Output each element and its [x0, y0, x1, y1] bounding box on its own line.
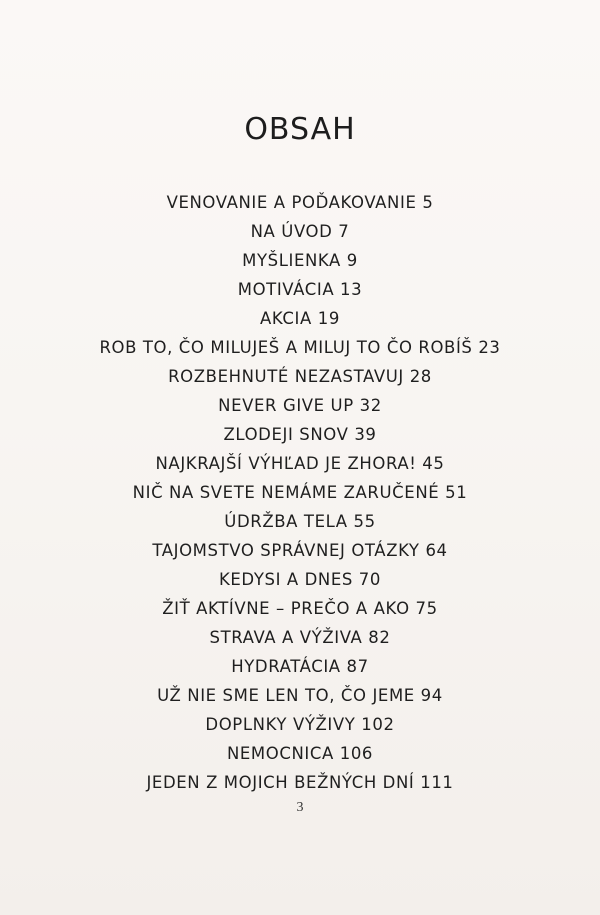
toc-entry: TAJOMSTVO SPRÁVNEJ OTÁZKY 64: [152, 541, 448, 560]
toc-entry: KEDYSI A DNES 70: [218, 570, 382, 589]
toc-entry: ROB TO, ČO MILUJEŠ A MILUJ TO ČO ROBÍŠ 23: [99, 338, 501, 357]
toc-entry: ŽIŤ AKTÍVNE – PREČO A AKO 75: [162, 599, 438, 618]
toc-entry: NA ÚVOD 7: [250, 222, 350, 241]
toc-entry: NEMOCNICA 106: [226, 744, 374, 763]
toc-entry: AKCIA 19: [260, 309, 340, 328]
toc-entry: DOPLNKY VÝŽIVY 102: [205, 715, 395, 734]
toc-entry: ÚDRŽBA TELA 55: [224, 512, 376, 531]
toc-entry: ZLODEJI SNOV 39: [223, 425, 377, 444]
toc-entry: MOTIVÁCIA 13: [237, 280, 363, 299]
toc-entry: VENOVANIE A POĎAKOVANIE 5: [166, 193, 434, 212]
toc-entry: ROZBEHNUTÉ NEZASTAVUJ 28: [168, 367, 432, 386]
toc-entry: NIČ NA SVETE NEMÁME ZARUČENÉ 51: [132, 483, 468, 502]
toc-entry: UŽ NIE SME LEN TO, ČO JEME 94: [157, 686, 443, 705]
page-number: 3: [296, 800, 304, 815]
toc-entry: NEVER GIVE UP 32: [218, 396, 382, 415]
toc-entry: HYDRATÁCIA 87: [231, 657, 369, 676]
page-title: OBSAH: [244, 112, 356, 147]
toc-entry: NAJKRAJŠÍ VÝHĽAD JE ZHORA! 45: [155, 454, 445, 473]
toc-entry: MYŠLIENKA 9: [242, 251, 358, 270]
toc-entry: JEDEN Z MOJICH BEŽNÝCH DNÍ 111: [146, 773, 454, 792]
toc-entry: STRAVA A VÝŽIVA 82: [209, 628, 391, 647]
table-of-contents: [0, 188, 600, 797]
